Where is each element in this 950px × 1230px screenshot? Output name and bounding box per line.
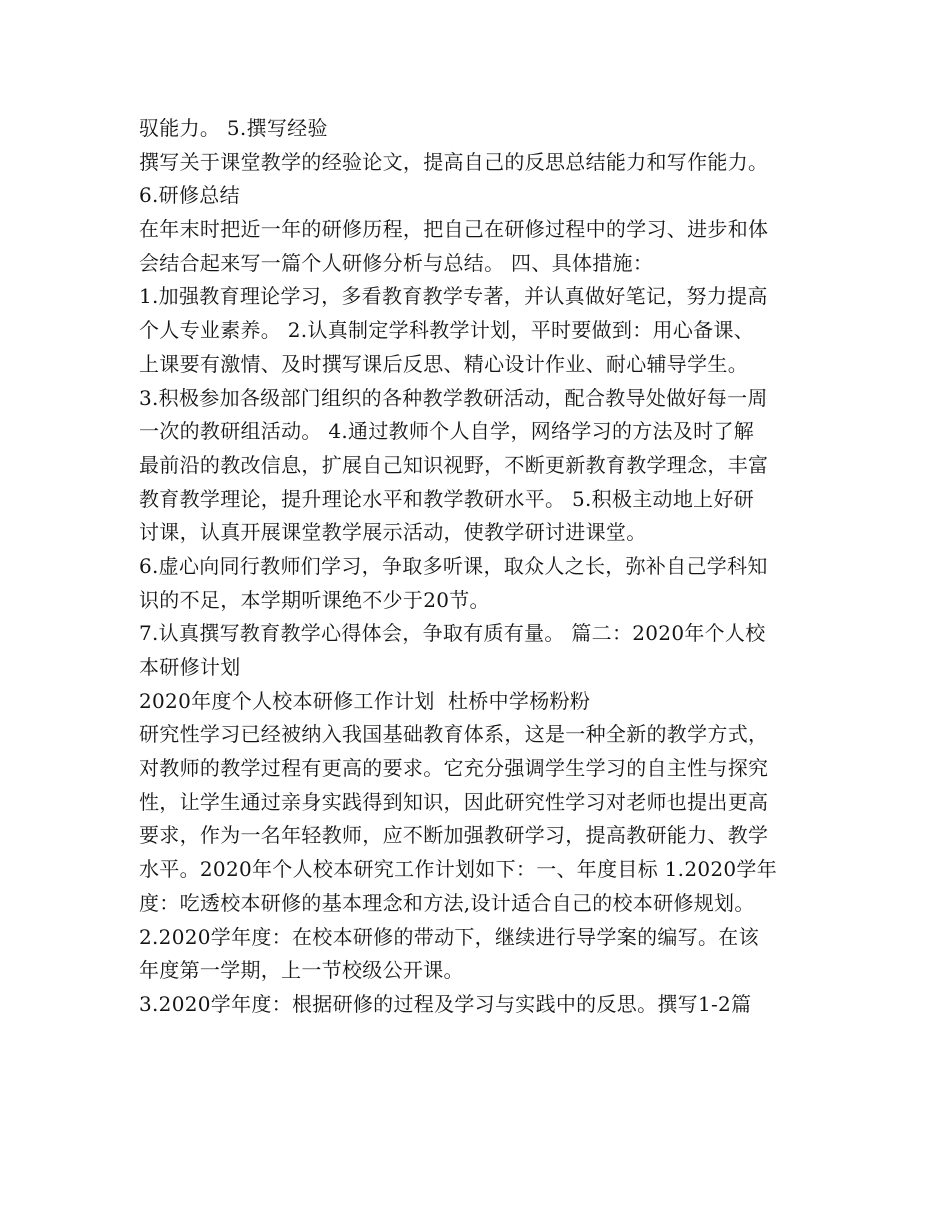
text-line: 最前沿的教改信息，扩展自己知识视野，不断更新教育教学理念，丰富	[139, 452, 769, 477]
text-line: 要求，作为一名年轻教师，应不断加强教研学习，提高教研能力、教学	[139, 823, 769, 848]
document-body	[139, 112, 819, 1022]
text-line: 7.认真撰写教育教学心得体会，争取有质有量。 篇二：2020年个人校	[139, 621, 766, 646]
text-line: 2.2020学年度：在校本研修的带动下，继续进行导学案的编写。在该	[139, 924, 759, 949]
text-line: 6.虚心向同行教师们学习，争取多听课，取众人之长，弥补自己学科知	[139, 553, 768, 578]
text-line: 水平。2020年个人校本研究工作计划如下：一、年度目标 1.2020学年	[139, 857, 778, 882]
text-line: 度：吃透校本研修的基本理念和方法,设计适合自己的校本研修规划。	[139, 890, 755, 915]
text-line: 撰写关于课堂教学的经验论文，提高自己的反思总结能力和写作能力。	[139, 149, 769, 174]
text-line: 一次的教研组活动。 4.通过教师个人自学，网络学习的方法及时了解	[139, 419, 755, 444]
text-line: 年度第一学期，上一节校级公开课。	[139, 958, 464, 983]
text-line: 教育教学理论，提升理论水平和教学教研水平。 5.积极主动地上好研	[139, 486, 755, 511]
text-line: 在年末时把近一年的研修历程，把自己在研修过程中的学习、进步和体	[139, 217, 769, 242]
text-line: 6.研修总结	[139, 183, 240, 208]
text-line: 1.加强教育理论学习，多看教育教学专著，并认真做好笔记，努力提高	[139, 284, 768, 309]
text-line: 研究性学习已经被纳入我国基础教育体系，这是一种全新的教学方式，	[139, 722, 769, 747]
text-line: 讨课，认真开展课堂教学展示活动，使教学研讨进课堂。	[139, 520, 647, 545]
text-line: 性，让学生通过亲身实践得到知识，因此研究性学习对老师也提出更高	[139, 789, 769, 814]
text-line: 2020年度个人校本研修工作计划 杜桥中学杨粉粉	[139, 688, 591, 713]
text-line: 3.积极参加各级部门组织的各种教学教研活动，配合教导处做好每一周	[139, 385, 768, 410]
text-line: 对教师的教学过程有更高的要求。它充分强调学生学习的自主性与探究	[139, 756, 769, 781]
text-line: 驭能力。 5.撰写经验	[139, 116, 328, 140]
text-line: 个人专业素养。 2.认真制定学科教学计划，平时要做到：用心备课、	[139, 318, 755, 343]
text-line: 上课要有激情、及时撰写课后反思、精心设计作业、耐心辅导学生。	[139, 351, 748, 376]
text-line: 会结合起来写一篇个人研修分析与总结。 四、具体措施：	[139, 250, 654, 275]
text-line: 本研修计划	[139, 655, 241, 679]
text-line: 识的不足，本学期听课绝不少于20节。	[139, 587, 490, 612]
text-line: 3.2020学年度：根据研修的过程及学习与实践中的反思。撰写1-2篇	[139, 991, 752, 1016]
